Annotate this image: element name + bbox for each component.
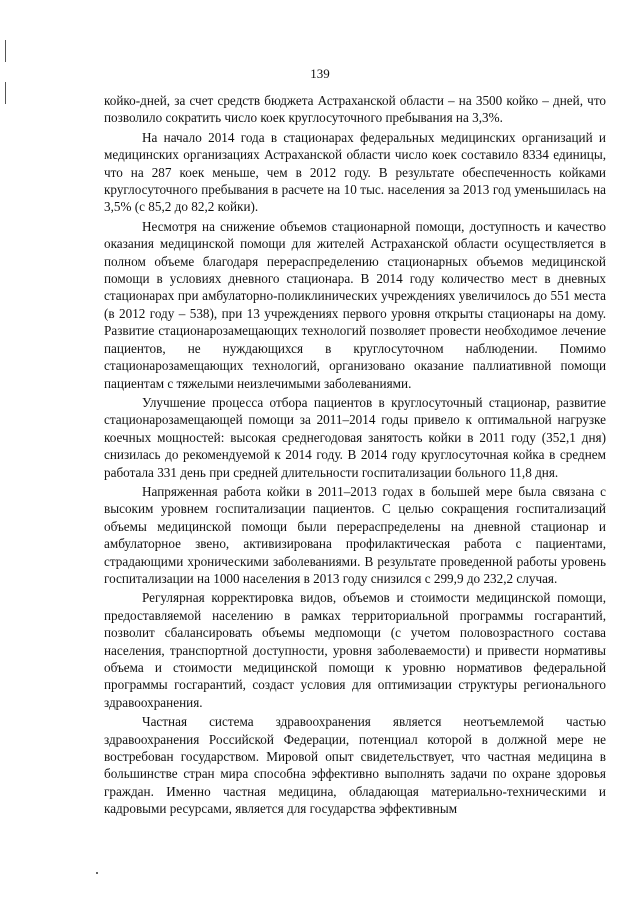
page-number: 139 <box>310 66 330 81</box>
page-body <box>104 92 606 820</box>
scan-edge-mark-top <box>5 40 6 62</box>
paragraph-2: На начало 2014 года в стационарах федеральных медицинских организаций и медицинских организациях Астраханской области число коек составило 8334 единицы, что на 287 коек меньше, чем в 2012 году. В результате обеспеченность койками круглосуточного пребывания в расчете на 10 тыс. населения за 2013 год уменьшилась на 3,5% (с 85,2 до 82,2 койки). <box>104 129 606 215</box>
paragraph-3: Несмотря на снижение объемов стационарной помощи, доступность и качество оказания медицинской помощи для жителей Астраханской области осуществляется в полном объеме благодаря перераспределению стационарных объемов медицинской помощи в условиях дневного стационара. В 2014 году количество мест в дневных стационарах при амбулаторно-поликлинических учреждениях увеличилось до 551 места (в 2012 году – 538), при 13 учреждениях первого уровня открыты стационары на дому. Развитие стационарозамещающих технологий позволяет провести необходимое лечение пациентов, не нуждающихся в круглосуточном наблюдении. Помимо стационарозамещающих технологий, организовано оказание паллиативной помощи пациентам с тяжелыми неизлечимыми заболеваниями. <box>104 218 606 391</box>
scan-edge-mark-bottom <box>5 82 6 104</box>
paragraph-7: Частная система здравоохранения является неотъемлемой частью здравоохранения Российской Федерации, потенциал которой в должной мере не востребован государством. Мировой опыт свидетельствует, что частная медицина в большинстве стран мира способна эффективно выполнять задачи по охране здоровья граждан. Именно частная медицина, обладающая материально-техническими и кадровыми ресурсами, является для государства эффективным <box>104 714 606 817</box>
scan-speck <box>96 872 98 874</box>
paragraph-5: Напряженная работа койки в 2011–2013 годах в большей мере была связана с высоким уровнем госпитализации пациентов. С целью сокращения госпитализаций объемы медицинской помощи были перераспределены на дневной стационар и амбулаторное звено, активизирована профилактическая работа с пациентами, страдающими хроническими заболеваниями. В результате проведенной работы уровень госпитализации на 1000 населения в 2013 году снизился с 299,9 до 232,2 случая. <box>104 483 606 586</box>
paragraph-4: Улучшение процесса отбора пациентов в круглосуточный стационар, развитие стационарозамещающей помощи за 2011–2014 годы привело к оптимальной нагрузке коечных мощностей: высокая среднегодовая занятость койки в 2011 году (352,1 дня) снизилась до рекомендуемой к 2014 году. В 2014 году круглосуточная койка в среднем работала 331 день при средней длительности госпитализации больного 11,8 дня. <box>104 394 606 480</box>
paragraph-1: койко-дней, за счет средств бюджета Астраханской области – на 3500 койко – дней, что позволило сократить число коек круглосуточного пребывания на 3,3%. <box>104 93 606 126</box>
paragraph-6: Регулярная корректировка видов, объемов и стоимости медицинской помощи, предоставляемой населению в рамках территориальной программы госгарантий, позволит сбалансировать объемы медпомощи (с учетом половозрастного состава населения, транспортной доступности, уровня заболеваемости) и привести нормативы объема и стоимости медицинской помощи к уровню нормативов федеральной программы госгарантий, создаст условия для оптимизации структуры регионального здравоохранения. <box>104 590 606 710</box>
